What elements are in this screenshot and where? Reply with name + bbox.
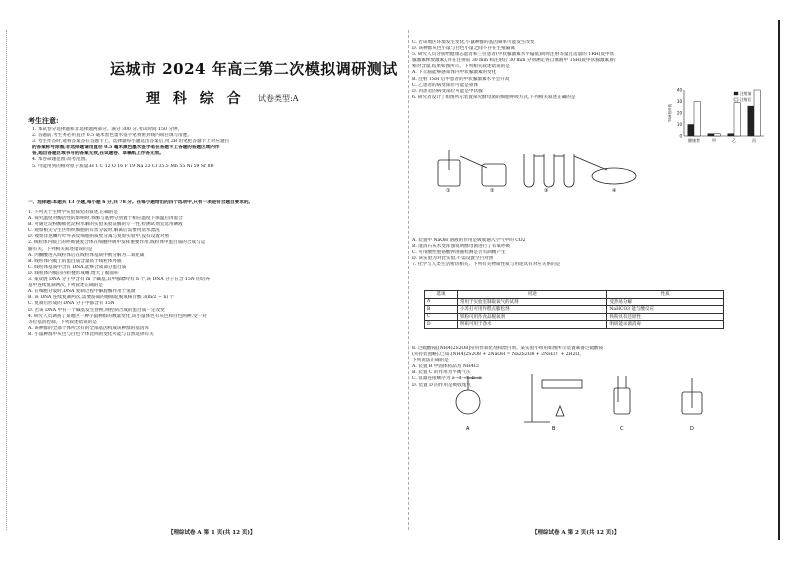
question-line: B. 澄清石灰水变浑浊说明酵母菌进行了有氧呼吸: [412, 244, 511, 250]
page-divider: [408, 30, 409, 530]
table-cell: D: [425, 321, 458, 329]
question-line: 输有关。下列相关叙述错误的是: [28, 246, 93, 252]
question-line: B. 装置 C 的作用为平衡气压: [412, 370, 471, 376]
table-cell: A: [425, 298, 458, 306]
question-line: C. 复制后形成的 DNA 分子中都含有 15N: [28, 301, 115, 307]
page-footer: 【理综试卷 A 第 2 页(共 12 页)】: [532, 530, 620, 536]
question-line: (夹持装置略),已知:(NH4)2S2O8 + 2NaOH = Na2S2O8 + 2NH3↑ + 2H2O。: [412, 352, 584, 358]
question-line: 下列说法正确的是: [412, 358, 449, 364]
apparatus-label: ③: [544, 188, 549, 194]
question-line: B. 线粒体内膜上的蛋白质含量高于线粒体外膜: [28, 258, 122, 264]
x-tick-label: 健康者: [688, 138, 700, 143]
yeast-apparatus-diagram: [432, 146, 672, 194]
note-line: 3. 考生作答时,请将答案答在答题卡上。选择题每小题选出答案后,用 2B 铅笔把答题卡上对应题目: [32, 139, 230, 145]
x-tick-label: 丙: [752, 138, 756, 143]
question-line: A. 装置 B 中固体药品为 NH4Cl: [412, 364, 479, 370]
y-tick-label: 0: [679, 133, 682, 139]
table-row: [425, 306, 724, 314]
apparatus-label: ④: [612, 188, 617, 194]
bar: [714, 134, 720, 136]
question-line: D. 装置 D 的作用是吸收尾气: [412, 382, 471, 388]
binding-line: [6, 30, 7, 530]
question-line: 8. 过硫酸铵[(NH4)2S2O8]常用作氧化剂和漂白剂。某实验小组用如图所示装置制备过硫酸铵: [412, 346, 604, 351]
note-line: 4. 本卷命题范围:高考范围。: [32, 157, 90, 163]
question-line: D. 线粒体内膜向内折叠形成嵴,增大了膜面积: [28, 270, 119, 276]
question-line: C. 可用酸性重铬酸钾溶液检测是否有酒精产生: [412, 250, 506, 256]
bottle-c: [614, 388, 630, 414]
table-cell: 明矾可用于净水: [457, 321, 607, 329]
table-cell: 明矾能杀菌消毒: [607, 321, 724, 329]
tube-b: [542, 380, 582, 388]
note-line: 5. 可能用到的相对原子质量:H 1 C 12 O 16 F 19 Na 23 Cl 35.5 Mn 55 Ni 59 Sr 88: [32, 163, 214, 169]
bar: [688, 125, 694, 137]
notes-heading: 考生注意:: [28, 116, 59, 125]
table-row: [425, 313, 724, 321]
tsh-bar-chart: [668, 86, 768, 146]
apparatus-label: A: [466, 426, 470, 432]
y-tick-label: 30: [676, 99, 682, 104]
notes-list: [32, 127, 402, 170]
question-line: 2. 线粒体内膜上的呼吸链复合体在细胞呼吸中发挥重要作用,线粒体中蛋白质的合成与运: [28, 240, 206, 246]
question-line: 3. 某双链 DNA 分子中含有 m 个碱基,其中腺嘌呤有 n 个,该 DNA 分子在含 15N 的培养: [28, 277, 211, 283]
question-line: 5. 研究人员分别给健康志愿者和三位患者(甲状腺激素水平偏低)同时注射等量且适量的 TRH(促甲状: [412, 52, 615, 58]
question-line: A. 丙酮酸进入线粒体后在线粒体基质中被分解为二氧化碳: [28, 252, 145, 258]
question-line: D. 该实验为对比实验,不需设置空白对照: [412, 256, 494, 262]
exam-title: 运城市 2024 年高三第二次模拟调研测试: [110, 60, 398, 78]
table-cell: 铁粉可用作食品脱氧剂: [457, 313, 607, 321]
question-line: B. 该 DNA 连续复制两次,需要游离的胞嘧啶脱氧核苷酸 3(m/2 − n) 个: [28, 295, 175, 301]
question-line: C. 仪器连接顺序为 a→d→e→b→c: [412, 376, 482, 382]
legend-label: 注射前: [740, 91, 752, 96]
x-tick-label: 乙: [732, 138, 736, 143]
left-questions: [28, 210, 406, 338]
question-line: C. 乙患者的病变部位可能是垂体: [412, 82, 478, 88]
question-line: 4. 研究人员调查了某地区一种小鼠种群的数量变化,该小鼠体色有灰色和白色两种,受一对: [28, 313, 207, 319]
y-tick-label: 40: [676, 87, 682, 93]
apparatus-label: ①: [446, 188, 451, 194]
table-row: [425, 298, 724, 306]
question-line: 腺激素释放激素),并在注射前 30 min 和注射后 30 min 分别测定各自血液中 TSH(促甲状腺激素)的: [412, 58, 616, 64]
question-line: A. 装置中 NaOH 溶液的作用是吸收通入空气中的 CO2: [412, 238, 526, 243]
y-axis-label: TSH相对值: [668, 104, 672, 122]
u-tube-3: [564, 154, 574, 187]
question-line: D. 该种群灰色小鼠与白色小鼠之间不存在生殖隔离: [412, 46, 515, 52]
page-edge: [778, 20, 780, 540]
bar: [748, 106, 754, 136]
note-line: 1. 本试卷分选择题和非选择题两部分。满分 300 分,考试时间 150 分钟。: [32, 127, 183, 132]
section-heading: 一、选择题:本题共 13 小题,每小题 6 分,共 78 分。在每小题给出的四个选项中,只有一项是符合题目要求的。: [28, 200, 254, 205]
apparatus-label: ②: [490, 188, 495, 194]
q7-table: [424, 290, 724, 329]
question-line: C. 若该地区环境发生变化,小鼠种群的基因频率可能发生改变: [412, 40, 535, 45]
y-tick-label: 10: [676, 122, 682, 127]
apparatus-label: D: [690, 426, 694, 432]
u-tube-2: [544, 154, 554, 187]
petri-dish: [592, 168, 636, 184]
table-cell: 小苏打可用作糕点膨松剂: [457, 306, 607, 314]
note-line: 的答案标号涂黑;非选择题请用直径 0.5 毫米黑色墨水签字笔在答题卡上各题的答题区域内作: [32, 145, 220, 151]
legend-label: 注射后: [740, 97, 752, 102]
u-tube-1: [524, 154, 534, 187]
burner: [556, 406, 564, 416]
apparatus-label: B: [552, 426, 556, 432]
question-line: 相对含量,结果如图所示。下列相关叙述错误的是: [412, 64, 510, 70]
question-line: A. 探究温度对酶活性的影响时,将酶与底物分别置于相应温度下保温后再混合: [28, 216, 183, 222]
question-line: A. 在细胞分裂时,DNA 复制过程中解旋酶作用于氢键: [28, 289, 136, 295]
legend-swatch: [734, 92, 738, 95]
question-line: B. 注射 TSH 后甲患者的甲状腺激素水平会升高: [412, 76, 510, 82]
table-header-row: [425, 291, 724, 299]
question-line: 6. 研究者设计了如图所示装置探究酵母菌的细胞呼吸方式,下列相关叙述正确的是: [412, 94, 576, 100]
question-line: 7. 化学与人类生活密切相关。下列有关物质性质与用途具有对应关系的是: [412, 262, 561, 268]
note-line: 答,超出答题区域书写的答案无效,在试题卷、草稿纸上作答无效。: [32, 151, 164, 157]
bar: [734, 103, 740, 136]
paper-type: 试卷类型:A: [258, 94, 299, 103]
apparatus-label: C: [620, 426, 624, 432]
table-cell: B: [425, 306, 458, 314]
table-cell: 常用于实验室制取氧气的试剂: [457, 298, 607, 306]
table-cell: 铁粉具有还原性: [607, 313, 724, 321]
page-footer: 【理综试卷 A 第 1 页(共 12 页)】: [168, 530, 256, 536]
table-row: [425, 321, 724, 329]
bar: [694, 102, 700, 137]
q8-apparatus-diagram: [442, 372, 742, 434]
subject-title: 理 科 综 合: [146, 91, 245, 107]
question-line: 等位基因控制。下列叙述错误的是: [28, 319, 97, 325]
bar: [754, 90, 760, 136]
note-line: 2. 答题前,考生务必用直径 0.5 毫米黑色墨水签字笔将密封线内项目填写清楚。: [32, 133, 192, 139]
question-line: A. 下丘脑能够感知体内甲状腺激素的变化: [412, 70, 497, 76]
question-line: B. 小鼠种群中灰色与白色个体比例的变化可能与自然选择有关: [28, 331, 154, 337]
right-questions-mid: [412, 238, 772, 268]
left-page: [28, 0, 406, 561]
table-cell: C: [425, 313, 458, 321]
question-line: D. 若该 DNA 中有一个碱基发生替换,则控制合成的蛋白质一定改变: [28, 307, 165, 313]
table-cell: 受热易分解: [607, 298, 724, 306]
bar: [728, 134, 734, 136]
table-cell: NaHCO3 能与酸反应: [607, 306, 724, 314]
question-line: D. 丙患者的病变部位可能是甲状腺: [412, 88, 483, 94]
bar: [708, 134, 714, 136]
question-line: C. 观察根尖分生区组织细胞的有丝分裂时,解离后需要用清水漂洗: [28, 228, 160, 234]
question-line: 基中连续复制两次,下列叙述正确的是: [28, 283, 103, 289]
table-header: 性质: [607, 291, 724, 299]
question-line: B. 可通过淀粉酶催化淀粉水解的实验来验证酶的专一性,检测试剂宜选用碘液: [28, 222, 183, 228]
question-line: C. 线粒体基质中含有 DNA,能够合成部分蛋白质: [28, 264, 127, 270]
legend-swatch: [734, 98, 738, 101]
question-line: D. 观察洋葱鳞片叶外表皮细胞的质壁分离与复原实验中,没有设置对照: [28, 234, 170, 240]
x-tick-label: 甲: [712, 138, 716, 143]
y-tick-label: 20: [676, 110, 682, 116]
table-header: 选项: [425, 291, 458, 299]
question-line: A. 该种群的全部个体所含有的全部基因构成该种群的基因库: [28, 325, 150, 331]
table-header: 用途: [457, 291, 607, 299]
round-flask-a: [456, 390, 480, 414]
question-line: 1. 下列关于生物学实验探究的叙述,正确的是: [28, 210, 118, 215]
right-page: [412, 0, 772, 561]
